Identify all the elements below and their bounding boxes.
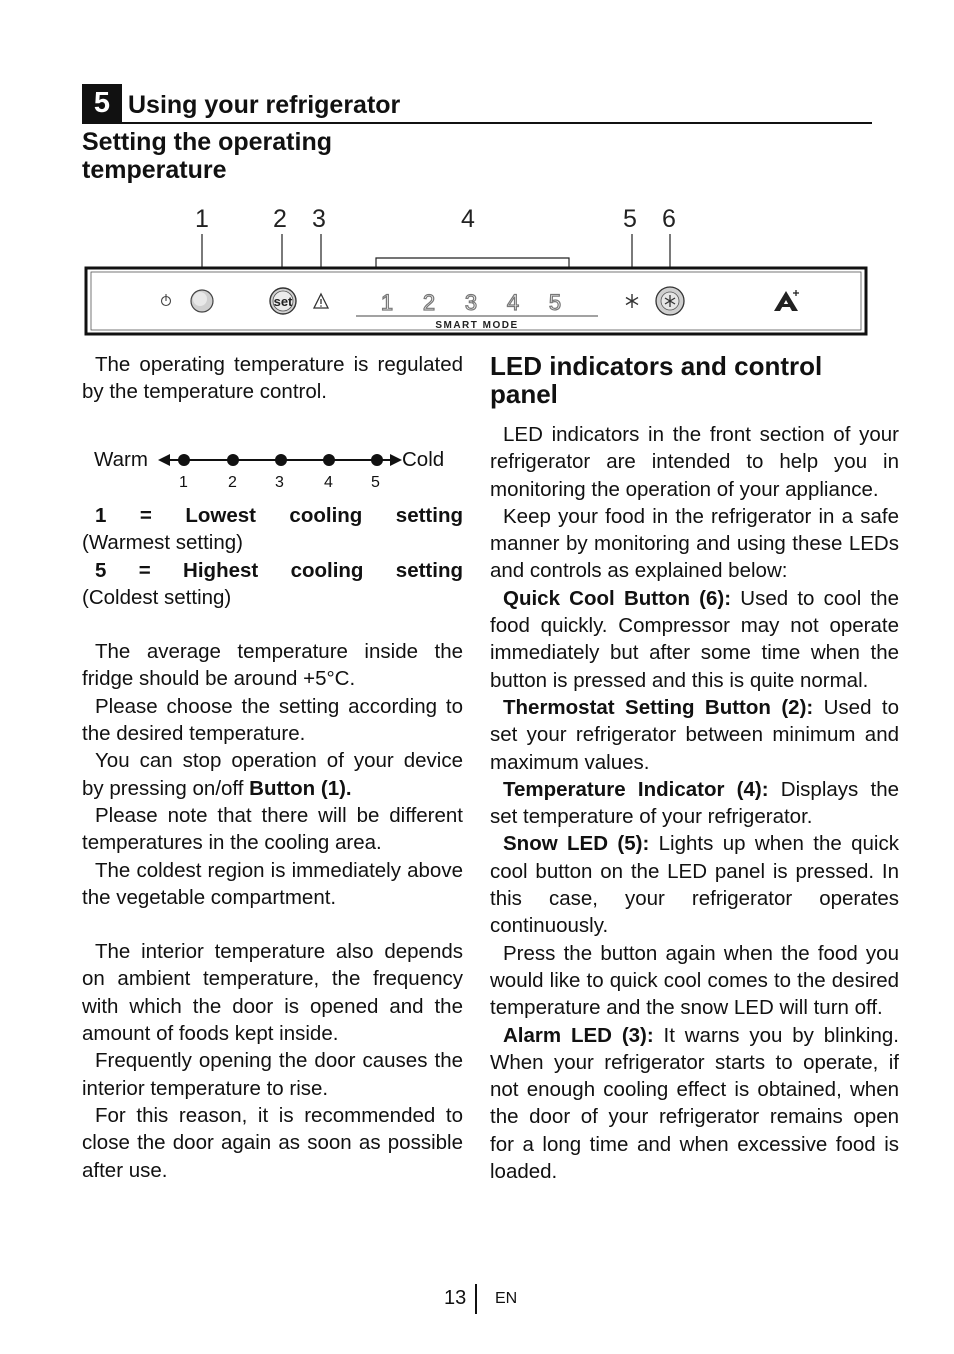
paragraph-thermostat: Thermostat Setting Button (2): Used to set your refrigerator between minimum and maximum values. <box>490 695 899 774</box>
definition-highest: 5 = Highest cooling setting <box>95 558 463 582</box>
section-title: Setting the operating temperature <box>82 128 332 184</box>
quick-cool-button[interactable] <box>656 287 684 315</box>
scale-number: 3 <box>275 474 284 491</box>
temperature-scale <box>150 448 410 472</box>
chapter-number-badge: 5 <box>82 84 122 122</box>
definition-highest-note: (Coldest setting) <box>82 585 232 609</box>
paragraph-choose-setting: Please choose the setting according to the desired temperature. <box>82 694 463 746</box>
paragraph-recommendation: For this reason, it is recommended to close the door again as soon as possible after use. <box>82 1103 463 1182</box>
right-column <box>490 421 899 1185</box>
paragraph-opening-door: Frequently opening the door causes the interior temperature to rise. <box>82 1049 463 1100</box>
level-digit: 5 <box>548 290 562 315</box>
callout-5: 5 <box>623 205 637 233</box>
scale-number: 5 <box>371 474 380 491</box>
definition-lowest: 1 = Lowest cooling setting <box>95 504 463 527</box>
scale-number: 1 <box>179 474 188 491</box>
level-digit: 2 <box>422 290 436 315</box>
paragraph-keep-food: Keep your food in the refrigerator in a safe manner by monitoring and using these LEDs and controls as explained below: <box>490 504 899 583</box>
left-column <box>82 502 463 1184</box>
paragraph-interior-temp: The interior temperature also depends on ambient temperature, the frequency with which the door is opened and the amount of foods kept inside. <box>82 940 463 1046</box>
scale-warm-label: Warm <box>94 448 148 471</box>
callout-1: 1 <box>195 205 209 233</box>
paragraph-average-temp: The average temperature inside the fridge should be around +5°C. <box>82 640 463 691</box>
set-button-label: set <box>273 294 293 309</box>
callout-2: 2 <box>273 205 287 233</box>
paragraph-coldest-region: The coldest region is immediately above the vegetable compartment. <box>82 858 463 909</box>
language-label: EN <box>495 1290 518 1307</box>
definition-lowest-note: (Warmest setting) <box>82 531 243 555</box>
paragraph-snow-led: Snow LED (5): Lights up when the quick cool button on the LED panel is pressed. In this case, your refrigerator operates continuously. <box>490 832 899 938</box>
level-digit: 1 <box>380 290 394 315</box>
paragraph-stop-operation: You can stop operation of your device by pressing on/off Button (1). <box>82 749 463 800</box>
control-panel-diagram <box>0 0 954 345</box>
on-off-button[interactable] <box>191 290 213 312</box>
scale-number: 2 <box>228 474 237 491</box>
smart-mode-label: SMART MODE <box>435 320 519 331</box>
chapter-title: Using your refrigerator <box>128 91 401 119</box>
paragraph-quick-cool: Quick Cool Button (6): Used to cool the food quickly. Compressor may not operate immediately but after some time when the button is pressed and this is quite normal. <box>490 586 899 692</box>
callout-3: 3 <box>312 205 326 233</box>
paragraph-press-again: Press the button again when the food you would like to quick cool comes to the desired temperature and the snow LED will turn off. <box>490 941 899 1020</box>
level-digit: 3 <box>464 290 478 315</box>
footer-divider <box>475 1284 477 1314</box>
left-intro <box>82 351 463 406</box>
callout-4: 4 <box>461 205 475 233</box>
scale-number: 4 <box>324 474 333 491</box>
paragraph-different-temps: Please note that there will be different temperatures in the cooling area. <box>82 803 463 855</box>
intro-paragraph: The operating temperature is regulated by the temperature control. <box>82 353 463 404</box>
callout-6: 6 <box>662 205 676 233</box>
scale-cold-label: Cold <box>402 448 445 471</box>
paragraph-temp-indicator: Temperature Indicator (4): Displays the set temperature of your refrigerator. <box>490 777 900 829</box>
level-digit: 4 <box>506 290 520 315</box>
led-section-heading: LED indicators and control panel <box>490 351 823 409</box>
page-number: 13 <box>444 1287 467 1309</box>
paragraph-led-intro: LED indicators in the front section of your refrigerator are intended to help you in monitoring the operation of your appliance. <box>490 423 899 501</box>
paragraph-alarm-led: Alarm LED (3): It warns you by blinking. When your refrigerator starts to operate, if not enough cooling effect is obtained, when the door of your refrigerator remains open for a long time and when excessive food is loaded. <box>490 1023 899 1184</box>
